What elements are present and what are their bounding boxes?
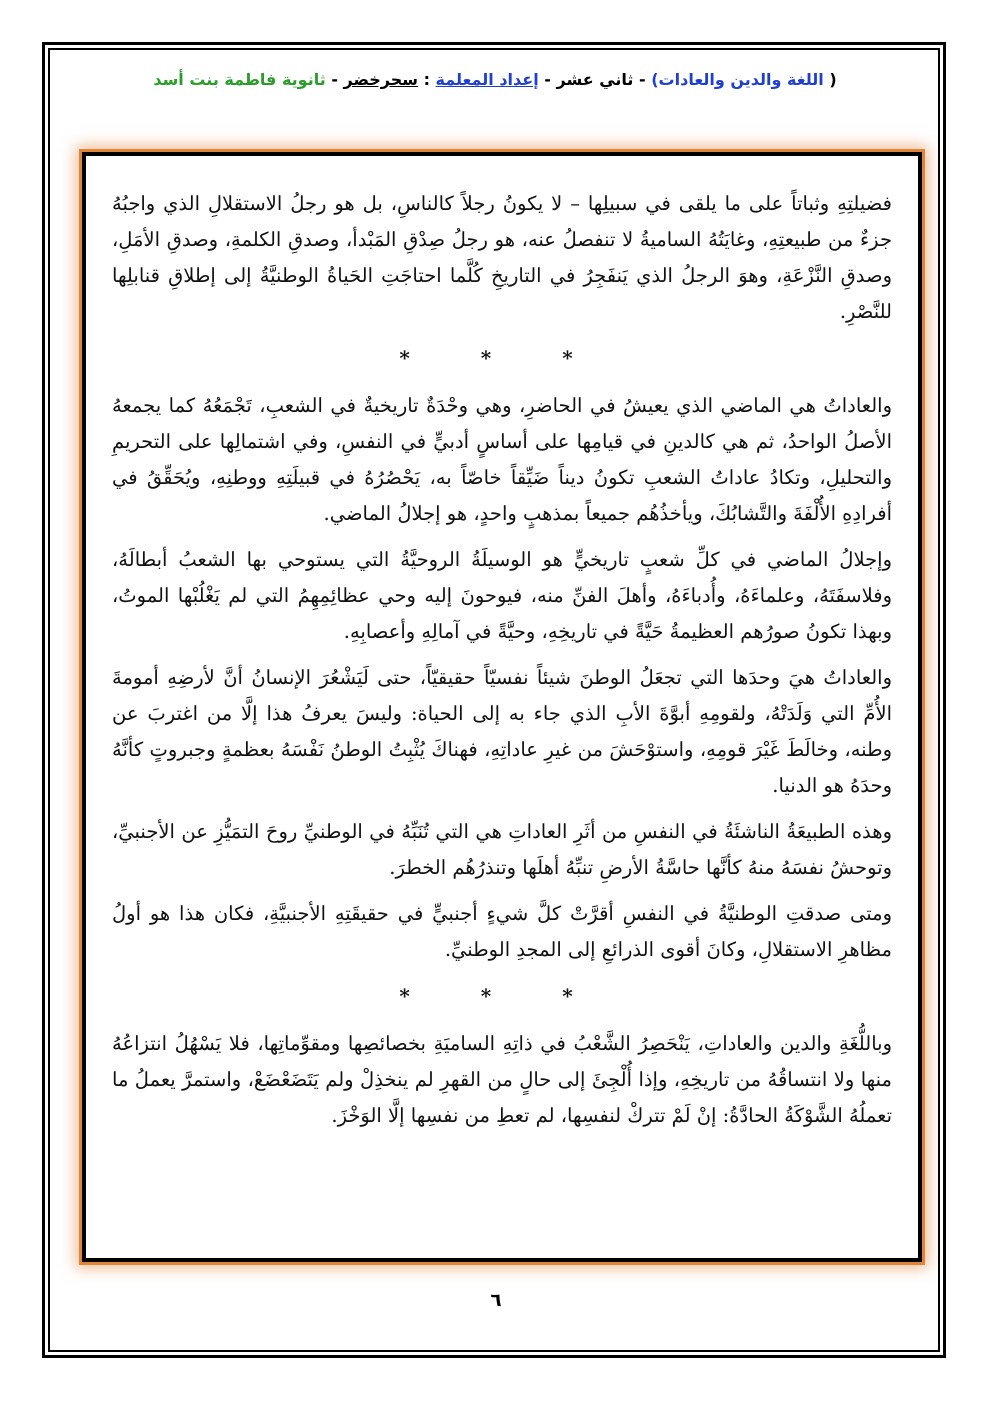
header-school: ثانوية فاطمة بنت أسد xyxy=(153,70,326,89)
header-title: اللغة والدين والعادات) xyxy=(651,70,824,89)
section-divider: * * * xyxy=(399,984,605,1008)
article-text xyxy=(112,186,892,1144)
paragraph: فضيلتِهِ وثباتاً على ما يلقى في سبيلِها – لا يكونُ رجلاً كالناسِ، بل هو رجلُ الاستقلالِ الذي واجبُهُ جزءٌ من طبيعتِهِ، وغايَتُهُ الساميةُ لا تنفصلُ عنه، هو رجلُ صِدْقِ المَبْدأ، وصدقِ الكلمةِ، وصدقِ الأمَلِ، وصدقِ النَّزْعَةِ، وهوَ الرجلُ الذي يَنفَجِرُ في التاريخِ كُلَّما احتاجَتِ الحَياةُ الوطنيَّةُ إلى إطلاقِ قنابلِها للنَّصْرِ. xyxy=(112,192,892,323)
paragraph: وإجلالُ الماضي في كلِّ شعبٍ تاريخيٍّ هو الوسيلَةُ الروحيَّةُ التي يستوحي بها الشعبُ أبطالَهُ، وفلاسفَتَهُ، وعلماءَهُ، وأُدباءَهُ، وأهلَ الفنِّ منه، فيوحونَ إليه وحي عظائِمِهِمُ التي لم يَغْلُبْها الموتُ، وبهذا تكونُ صورُهم العظيمةُ حَيَّةً في تاريخِهِ، وحيَّةً في آمالِهِ وأعصابِهِ. xyxy=(112,548,892,643)
page-number: ٦ xyxy=(490,1290,502,1311)
paragraph: ومتى صدقتِ الوطنيَّةُ في النفسِ أقرَّتْ كلَّ شيءٍ أجنبيٍّ في حقيقَتِهِ الأجنبيَّةِ، فكان هذا هو أولُ مظاهرِ الاستقلالِ، وكانَ أقوى الذرائعِ إلى المجدِ الوطنيِّ. xyxy=(112,902,892,961)
paragraph: والعاداتُ هي الماضي الذي يعيشُ في الحاضرِ، وهي وحْدَةٌ تاريخيةٌ في الشعبِ، تَجْمَعُهُ كما يجمعهُ الأصلُ الواحدُ، ثم هي كالدينِ في قيامِها على أساسٍ أدبيٍّ في النفسِ، وفي اشتمالِها على التحريمِ والتحليلِ، وتكادُ عاداتُ الشعبِ تكونُ ديناً ضَيِّقاً خاصّاً به، يَحْصُرُهُ في قبيلَتِهِ ووطنِهِ، ويُحَقِّقُ في أفرادِهِ الأُلْفَةَ والتَّشابُكَ، ويأخذُهُم جميعاً بمذهبٍ واحدٍ، هو إجلالُ الماضي. xyxy=(112,394,892,525)
header-open-paren: ( xyxy=(829,70,837,89)
paragraph: والعاداتُ هيَ وحدَها التي تجعَلُ الوطنَ شيئاً نفسيّاً حقيقيّاً، حتى لَيَشْعُرَ الإنسانُ أنَّ لأرضِهِ أمومةَ الأُمِّ التي وَلَدَتْهُ، ولقومِهِ أبوَّةَ الأبِ الذي جاء به إلى الحياة: وليسَ يعرفُ هذا إلَّا من اغتربَ عن وطنه، وخالَطَ غَيْرَ قومِهِ، واستوْحَشَ من غيرِ عاداتِهِ، فهناكَ يُثْبِتُ الوطنُ نَفْسَهُ بعظمةٍ وجبروتٍ كأنَّهُ وحدَهُ هو الدنيا. xyxy=(112,666,892,797)
header-prepared-label: إعداد المعلمة xyxy=(435,70,539,89)
text-frame xyxy=(82,152,922,1262)
page-header: ( اللغة والدين والعادات) - ثاني عشر - إعداد المعلمة : سحرخضر - ثانوية فاطمة بنت أسد xyxy=(153,70,837,89)
header-grade: ثاني عشر xyxy=(556,70,634,89)
paragraph: وباللُّغَةِ والدين والعاداتِ، يَنْحَصِرُ الشَّعْبُ في ذاتِهِ الساميَةِ بخصائصِها ومقوِّماتِها، فلا يَسْهُلُ انتزاعُهُ منها ولا انتساقُهُ من تاريخِهِ، وإذا أُلْجِئَ إلى حالٍ من القهرِ لم ينخذِلْ ولم يَتَضَعْضَعْ، واستمرَّ يعملُ ما تعملُهُ الشَّوْكَةُ الحادَّةُ: إنْ لَمْ تتركْ لنفسِها، لم تعطِ من نفسِها إلَّا الوَخْزَ. xyxy=(112,1032,892,1127)
section-divider: * * * xyxy=(399,346,605,370)
header-teacher-name: سحرخضر xyxy=(343,70,418,89)
paragraph: وهذه الطبيعَةُ الناشئَةُ في النفسِ من أثَرِ العاداتِ هي التي تُنَبِّهُ في الوطنيِّ روحَ التمَيُّزِ عن الأجنبيِّ، وتوحشُ نفسَهُ منهُ كأنَّها حاسَّةُ الأرضِ تنبِّهُ أهلَها وتنذرُهُم الخطرَ. xyxy=(112,820,892,879)
